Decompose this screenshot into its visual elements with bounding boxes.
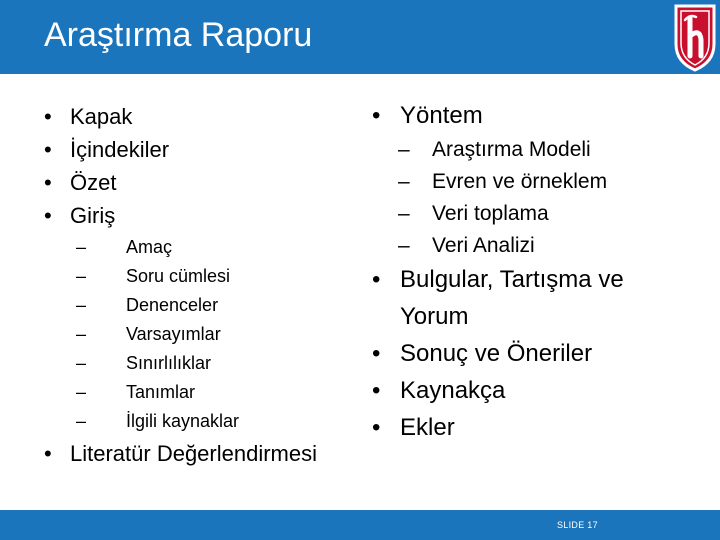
- bullet-kaynakca: • Kaynakça: [372, 372, 624, 409]
- subbullet-veri-analizi: – Veri Analizi: [398, 230, 607, 262]
- subbullet-tanimlar: – Tanımlar: [76, 378, 239, 407]
- bullet-kapak: • Kapak: [44, 100, 169, 133]
- title-bar: [0, 0, 720, 74]
- subbullet-denenceler: – Denenceler: [76, 291, 239, 320]
- subbullet-sinirliliklar: – Sınırlılıklar: [76, 349, 239, 378]
- giris-sublist: [76, 233, 239, 436]
- right-bullet-list-top: [372, 97, 483, 134]
- subbullet-veri-toplama: – Veri toplama: [398, 198, 607, 230]
- yontem-sublist: [398, 134, 607, 262]
- bulgular-line-1: Bulgular, Tartışma ve: [400, 266, 624, 293]
- hacettepe-logo-icon: [670, 0, 720, 74]
- subbullet-ilgili-kaynaklar: – İlgili kaynaklar: [76, 407, 239, 436]
- bullet-yontem: • Yöntem: [372, 97, 483, 134]
- subbullet-soru-cumlesi: – Soru cümlesi: [76, 262, 239, 291]
- bullet-icindekiler: • İçindekiler: [44, 133, 169, 166]
- bulgular-line-2: Yorum: [400, 303, 469, 330]
- left-bullet-list-bottom: [44, 437, 317, 470]
- bullet-ozet: • Özet: [44, 166, 169, 199]
- bullet-giris: • Giriş: [44, 199, 169, 232]
- left-bullet-list: [44, 100, 169, 232]
- bullet-literatur: • Literatür Değerlendirmesi: [44, 437, 317, 470]
- right-bullet-list-bottom: [372, 261, 624, 446]
- bullet-ekler: • Ekler: [372, 409, 624, 446]
- bullet-bulgular: [372, 261, 624, 335]
- subbullet-varsayimlar: – Varsayımlar: [76, 320, 239, 349]
- subbullet-amac: – Amaç: [76, 233, 239, 262]
- subbullet-evren-ve-orneklem: – Evren ve örneklem: [398, 166, 607, 198]
- subbullet-arastirma-modeli: – Araştırma Modeli: [398, 134, 607, 166]
- slide-title: Araştırma Raporu: [44, 16, 313, 54]
- bullet-sonuc-ve-oneriler: • Sonuç ve Öneriler: [372, 335, 624, 372]
- slide-number: SLIDE 17: [557, 520, 598, 530]
- footer-bar: [0, 510, 720, 540]
